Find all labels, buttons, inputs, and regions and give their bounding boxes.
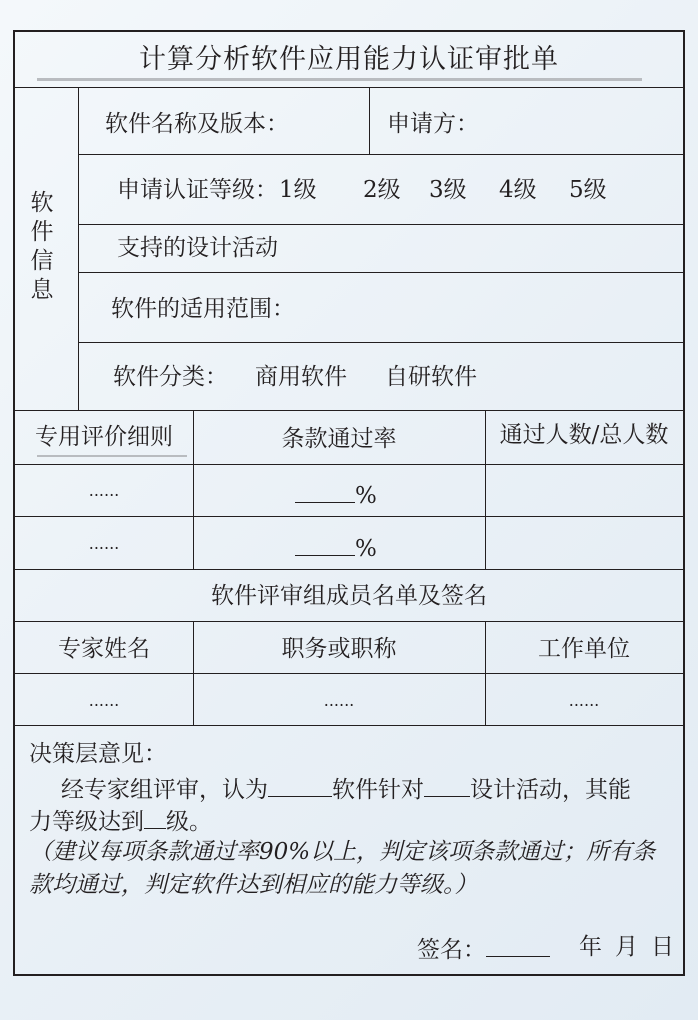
row-line	[78, 224, 683, 225]
decision-line-1	[61, 772, 631, 805]
design-activity-label: 支持的设计活动	[117, 235, 278, 261]
signature-blank[interactable]	[486, 932, 550, 957]
row-line	[15, 569, 683, 570]
level-blank[interactable]	[144, 804, 166, 829]
criteria-row-rate[interactable]	[295, 478, 377, 511]
applicant-divider	[369, 87, 370, 154]
row-line	[15, 464, 683, 465]
row-line	[78, 154, 683, 155]
row-line	[78, 342, 683, 343]
row-line	[15, 621, 683, 622]
software-name-blank[interactable]	[268, 772, 332, 797]
member-position: ......	[323, 691, 355, 710]
row-line	[15, 516, 683, 517]
decision-text: 经专家组评审，认为	[61, 777, 268, 803]
signature-row	[417, 932, 550, 965]
members-header-unit: 工作单位	[538, 636, 630, 662]
rate-blank[interactable]	[295, 531, 355, 556]
level-option-3[interactable]: 3级	[429, 177, 467, 203]
criteria-row-rule: ......	[88, 534, 120, 553]
members-header-name: 专家姓名	[58, 636, 150, 662]
software-name-version-label: 软件名称及版本：	[105, 111, 289, 137]
decision-text: 软件针对	[332, 777, 424, 803]
side-label-divider	[78, 87, 79, 410]
criteria-header-count: 通过人数/总人数	[499, 422, 669, 448]
decision-note-line-2: 款均通过，判定软件达到相应的能力等级。）	[29, 872, 478, 898]
section-line	[15, 725, 683, 726]
certification-level-label: 申请认证等级：	[117, 177, 278, 203]
title-bottom-line	[15, 87, 683, 88]
level-option-1[interactable]: 1级	[279, 177, 317, 203]
side-label-char: 软	[30, 190, 54, 216]
decision-label: 决策层意见：	[29, 741, 167, 767]
decision-text: 设计活动，其能	[470, 777, 631, 803]
date-month: 月	[615, 934, 638, 960]
criteria-row-rate[interactable]	[295, 531, 377, 564]
level-option-4[interactable]: 4级	[499, 177, 537, 203]
decision-note-line-1: （建议每项条款通过率90%以上，判定该项条款通过；所有条	[29, 839, 656, 865]
member-unit: ......	[568, 691, 600, 710]
decision-text: 力等级达到	[29, 809, 144, 835]
decision-text: 级。	[166, 809, 212, 835]
members-header-position: 职务或职称	[281, 636, 397, 662]
criteria-header-rate: 条款通过率	[281, 426, 397, 452]
date-year: 年	[579, 934, 602, 960]
row-line	[78, 272, 683, 273]
members-table-title: 软件评审组成员名单及签名	[211, 583, 487, 609]
scope-label: 软件的适用范围：	[111, 296, 295, 322]
rate-blank[interactable]	[295, 478, 355, 503]
level-option-2[interactable]: 2级	[363, 177, 401, 203]
date-day: 日	[651, 934, 674, 960]
applicant-label: 申请方：	[387, 111, 479, 137]
section-line	[15, 410, 683, 411]
category-option-commercial[interactable]: 商用软件	[255, 364, 347, 390]
design-activity-blank[interactable]	[424, 772, 470, 797]
row-line	[15, 673, 683, 674]
category-label: 软件分类：	[113, 364, 228, 390]
decision-line-2	[29, 804, 212, 837]
member-name: ......	[88, 691, 120, 710]
title-underline-decoration	[37, 78, 642, 81]
category-option-in-house[interactable]: 自研软件	[385, 364, 477, 390]
side-label-char: 信	[30, 248, 54, 274]
rate-unit: %	[355, 483, 377, 509]
level-option-5[interactable]: 5级	[569, 177, 607, 203]
approval-form	[13, 30, 685, 976]
signature-label: 签名：	[417, 937, 486, 963]
form-title: 计算分析软件应用能力认证审批单	[139, 44, 559, 75]
criteria-header-rule: 专用评价细则	[35, 424, 173, 450]
header-underline-decoration	[37, 455, 187, 457]
rate-unit: %	[355, 536, 377, 562]
criteria-row-rule: ......	[88, 481, 120, 500]
side-label-char: 息	[30, 277, 54, 303]
side-label-char: 件	[30, 219, 54, 245]
